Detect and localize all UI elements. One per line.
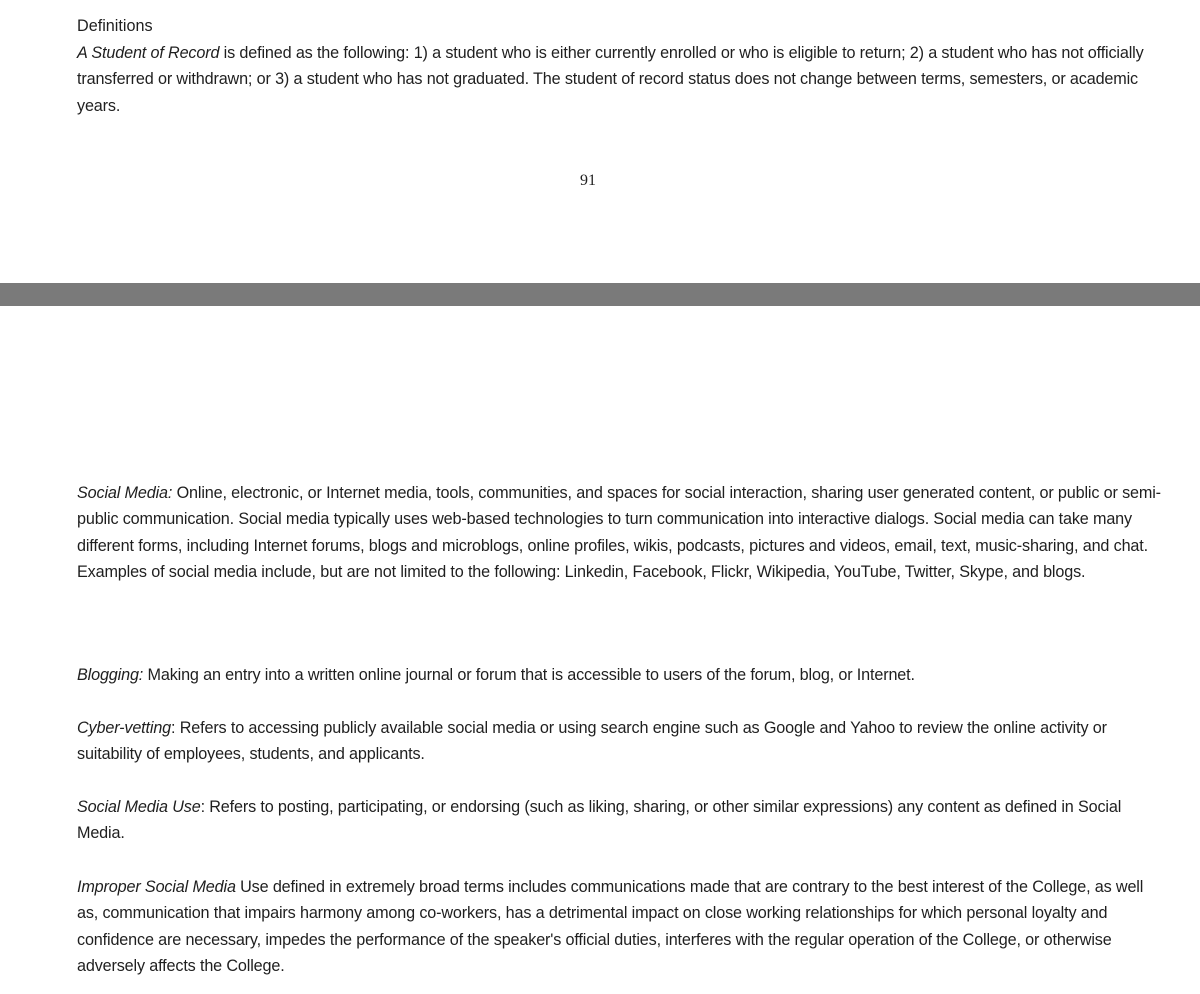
definition-text: Use defined in extremely broad terms includes communications made that are contrary to the best interest of the College, as well as, communication that impairs harmony among co-workers, has a detrimental impact on close working relationships for which personal loyalty and confidence are necessary, impedes the performance of the speaker's official duties, interferes with the regular operation of the College, or otherwise adversely affects the College. [77, 878, 1144, 976]
cyber-vetting-definition [77, 715, 1162, 768]
document-page-bottom [0, 306, 1200, 994]
definition-text: : Refers to accessing publicly available social media or using search engine such as Google and Yahoo to review the online activity or suitability of employees, students, and applicants. [77, 719, 1107, 764]
definition-term: Social Media Use [77, 798, 201, 816]
definition-text: is defined as the following: 1) a student who is either currently enrolled or who is eligible to return; 2) a student who has not officially transferred or withdrawn; or 3) a student who has not graduated. The student of record status does not change between terms, semesters, or academic years. [77, 44, 1144, 115]
definition-term: A Student of Record [77, 44, 220, 62]
definition-text: Making an entry into a written online journal or forum that is accessible to users of the forum, blog, or Internet. [143, 666, 915, 684]
definition-term: Social Media: [77, 484, 173, 502]
document-page-top [0, 0, 1200, 283]
improper-social-media-definition [77, 874, 1162, 980]
definition-text: : Refers to posting, participating, or endorsing (such as liking, sharing, or other similar expressions) any content as defined in Social Media. [77, 798, 1122, 843]
definition-term: Improper Social Media [77, 878, 236, 896]
definition-term: Blogging: [77, 666, 144, 684]
social-media-use-definition [77, 794, 1162, 847]
definition-term: Cyber-vetting [77, 719, 172, 737]
social-media-definition [77, 480, 1162, 586]
student-of-record-definition [77, 40, 1162, 119]
definition-text: Online, electronic, or Internet media, tools, communities, and spaces for social interaction, sharing user generated content, or public or semi-public communication. Social media typically uses web-based technologies to turn communication into interactive dialogs. Social media can take many different forms, including Internet forums, blogs and microblogs, online profiles, wikis, podcasts, pictures and videos, email, text, music-sharing, and chat. Examples of social media include, but are not limited to the following: Linkedin, Facebook, Flickr, Wikipedia, YouTube, Twitter, Skype, and blogs. [77, 484, 1161, 582]
page-separator [0, 283, 1200, 306]
page-number: 91 [580, 172, 596, 189]
section-heading: Definitions [77, 17, 153, 35]
blogging-definition [77, 662, 1162, 688]
